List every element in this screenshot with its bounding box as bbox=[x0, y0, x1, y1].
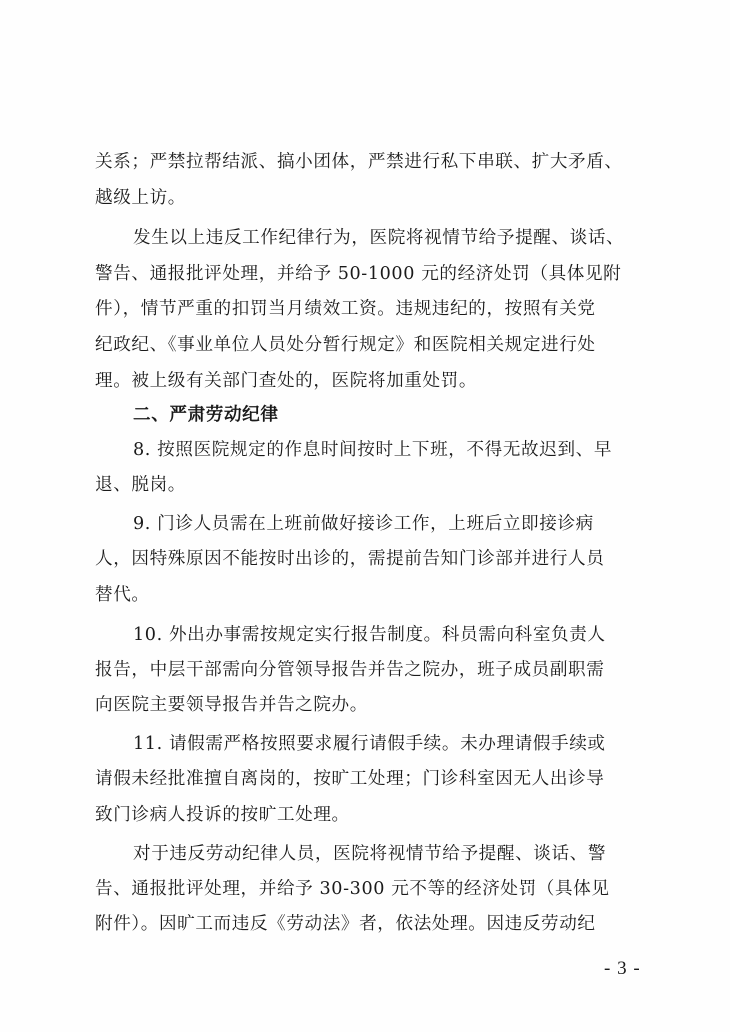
text-line: 9. 门诊人员需在上班前做好接诊工作，上班后立即接诊病 bbox=[133, 514, 594, 534]
text-line: 8. 按照医院规定的作息时间按时上下班，不得无故迟到、早 bbox=[133, 440, 613, 460]
text-line: 附件）。因旷工而违反《劳动法》者，依法处理。因违反劳动纪 bbox=[95, 914, 596, 934]
text-line: 退、脱岗。 bbox=[95, 475, 186, 495]
text-line: 10. 外出办事需按规定实行报告制度。科员需向科室负责人 bbox=[133, 625, 606, 645]
page-number: - 3 - bbox=[604, 958, 641, 979]
text-line: 对于违反劳动纪律人员，医院将视情节给予提醒、谈话、警 bbox=[133, 844, 607, 864]
text-line: 致门诊病人投诉的按旷工处理。 bbox=[95, 805, 350, 825]
text-line: 请假未经批准擅自离岗的，按旷工处理；门诊科室因无人出诊导 bbox=[95, 769, 605, 789]
text-line: 替代。 bbox=[95, 585, 150, 605]
text-line: 告、通报批评处理，并给予 30-300 元不等的经济处罚（具体见 bbox=[95, 879, 610, 899]
text-line: 越级上访。 bbox=[95, 188, 186, 208]
text-line: 件），情节严重的扣罚当月绩效工资。违规违纪的，按照有关党 bbox=[95, 299, 596, 319]
text-line: 关系；严禁拉帮结派、搞小团体，严禁进行私下串联、扩大矛盾、 bbox=[95, 152, 623, 172]
text-line: 警告、通报批评处理，并给予 50-1000 元的经济处罚（具体见附 bbox=[95, 264, 622, 284]
section-heading: 二、严肃劳动纪律 bbox=[133, 405, 279, 425]
text-line: 人，因特殊原因不能按时出诊的，需提前告知门诊部并进行人员 bbox=[95, 549, 605, 569]
text-line: 向医院主要领导报告并告之院办。 bbox=[95, 695, 368, 715]
text-line: 11. 请假需严格按照要求履行请假手续。未办理请假手续或 bbox=[133, 734, 606, 754]
text-line: 纪政纪、《事业单位人员处分暂行规定》和医院相关规定进行处 bbox=[95, 335, 596, 355]
text-line: 报告，中层干部需向分管领导报告并告之院办，班子成员副职需 bbox=[95, 660, 605, 680]
text-line: 发生以上违反工作纪律行为，医院将视情节给予提醒、谈话、 bbox=[133, 228, 625, 248]
text-line: 理。被上级有关部门查处的，医院将加重处罚。 bbox=[95, 371, 478, 391]
